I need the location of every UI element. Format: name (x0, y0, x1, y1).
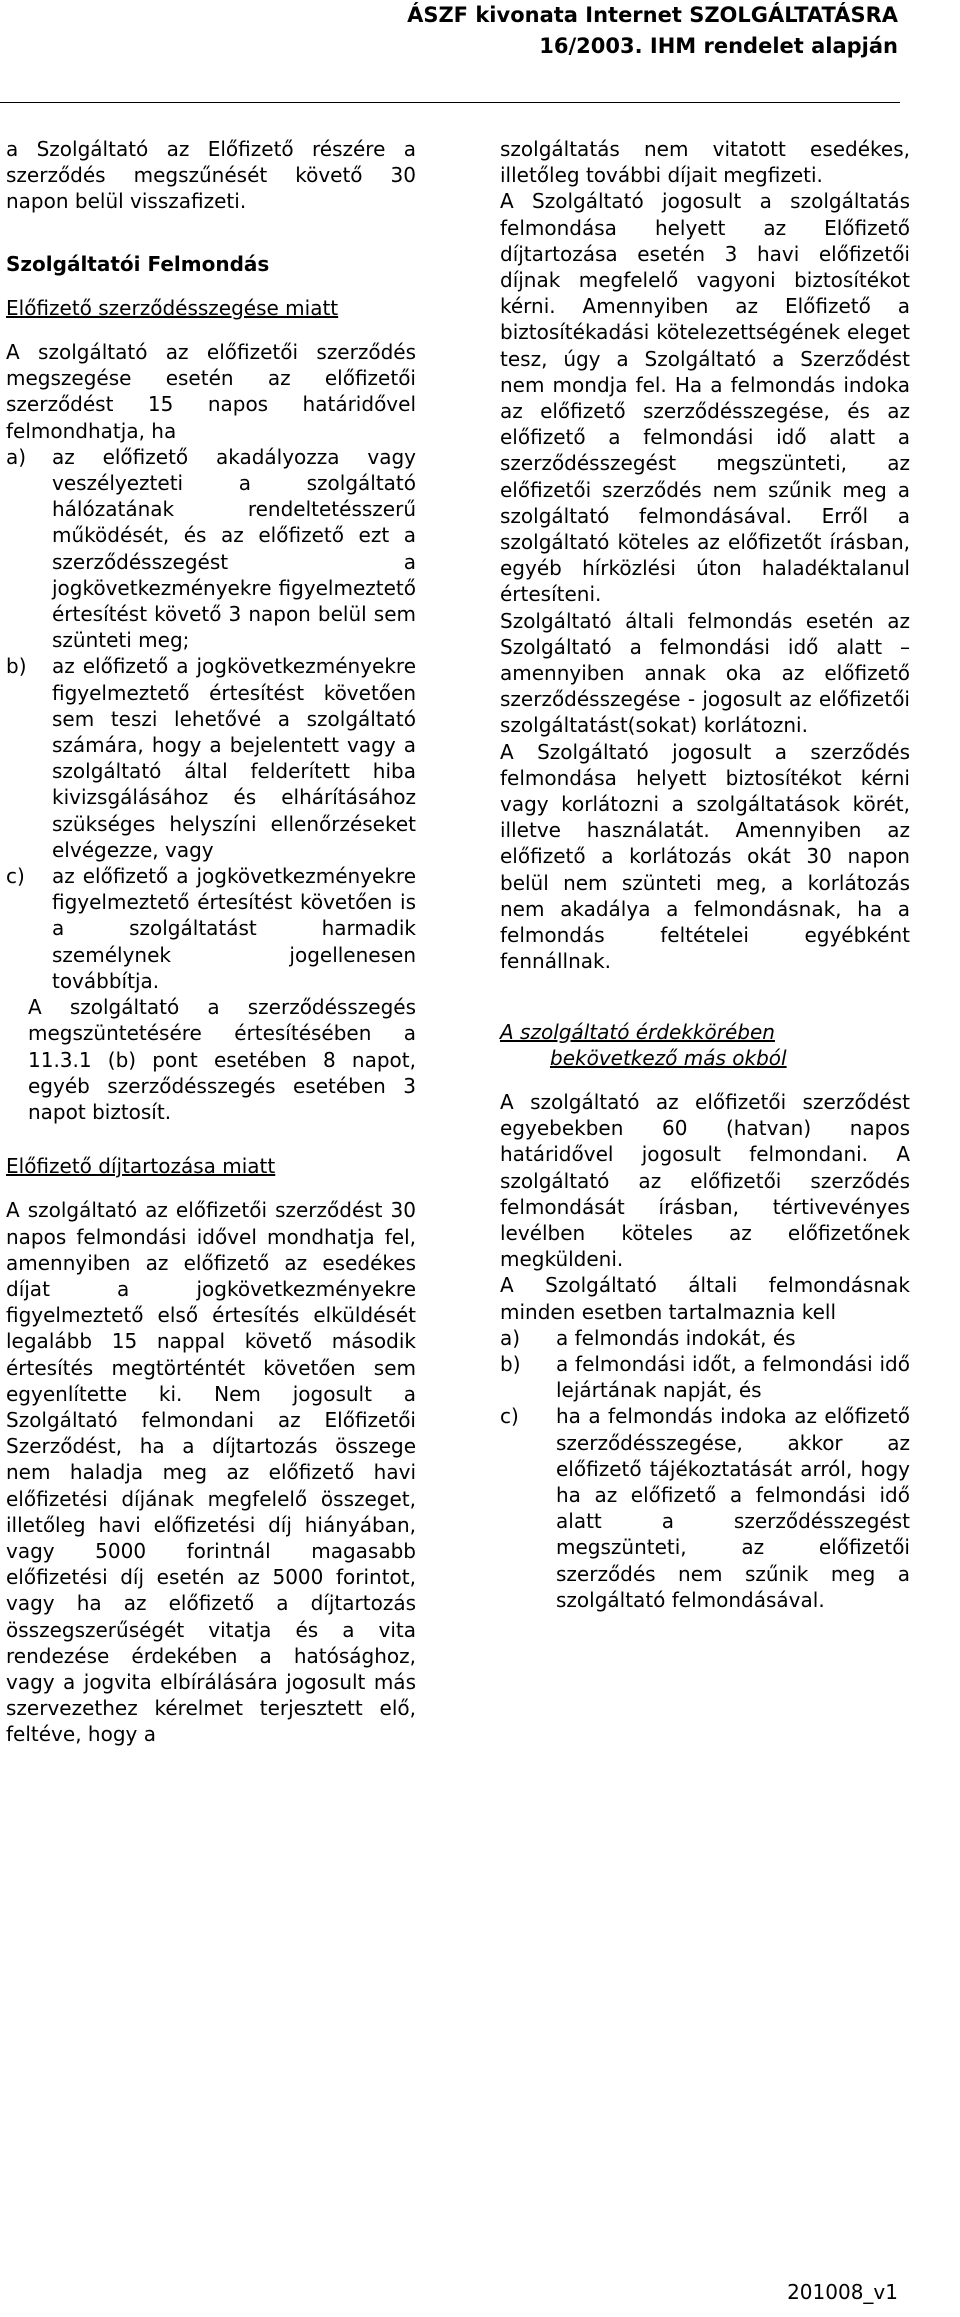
left-paragraph-intro: a Szolgáltató az Előfizető részére a szerződés megszűnését követő 30 napon belül visszafizeti. (6, 137, 416, 214)
list-item-label: c) (6, 864, 25, 889)
list-item-label: a) (500, 1325, 521, 1350)
left-paragraph-deadline: A szolgáltató a szerződésszegés megszüntetésére értesítésében a 11.3.1 (b) pont esetében 8 napot, egyéb szerződésszegés esetében 3 napot biztosít. (28, 995, 416, 1124)
right-paragraph-6: A Szolgáltató általi felmondásnak minden esetben tartalmaznia kell (500, 1273, 910, 1324)
subheading-other-reason: bekövetkező más okból (550, 1045, 787, 1070)
header-subtitle: 16/2003. IHM rendelet alapján (539, 34, 898, 58)
right-column (500, 136, 910, 1613)
header-divider (0, 102, 900, 103)
list-item-text: az előfizető a jogkövetkezményekre figyelmeztető értesítést követően is a szolgáltatást harmadik személynek jogellenesen továbbítja. (52, 864, 416, 993)
right-paragraph-1: szolgáltatás nem vitatott esedékes, illetőleg további díjait megfizeti. (500, 137, 910, 188)
list-item (6, 653, 416, 863)
list-item-label: b) (500, 1351, 521, 1376)
list-item (6, 444, 416, 654)
right-paragraph-4: A Szolgáltató jogosult a szerződés felmondása helyett biztosítékot kérni vagy korlátozni a szolgáltatások körét, illetve használatát. Amennyiben az előfizető a korlátozás okát 30 napon belül nem szünteti meg, a korlátozás nem akadálya a felmondásnak, ha a felmondás feltételei egyébként fennállnak. (500, 739, 910, 974)
left-column (6, 136, 416, 1748)
subheading-debt: Előfizető díjtartozása miatt (6, 1154, 276, 1179)
list-item-text: ha a felmondás indoka az előfizető szerződésszegése, akkor az előfizető tájékoztatását arról, hogy ha az előfizető a felmondási idő alatt a szerződésszegést megszünteti, az előfizetői szerződés nem szűnik meg a szolgáltató felmondásával. (556, 1404, 910, 1612)
subheading-provider-interest: A szolgáltató érdekkörében (500, 1019, 775, 1044)
list-item-label: b) (6, 654, 27, 679)
list-item-text: az előfizető a jogkövetkezményekre figyelmeztető értesítést követően sem teszi lehetővé a szolgáltató számára, hogy a bejelentett vagy a szolgáltató által felderített hiba kivizsgálásához és elhárításához szükséges helyszíni ellenőrzéseket elvégezze, vagy (52, 654, 416, 862)
page-header (407, 0, 898, 62)
list-item (500, 1403, 910, 1613)
right-paragraph-5: A szolgáltató az előfizetői szerződést egyebekben 60 (hatvan) napos határidővel jogosult felmondani. A szolgáltató az előfizetői szerződés felmondását írásban, tértivevényes levélben köteles az előfizetőnek megküldeni. (500, 1089, 910, 1272)
list-item-label: a) (6, 444, 27, 469)
list-item (6, 863, 416, 994)
subheading-breach: Előfizető szerződésszegése miatt (6, 295, 339, 320)
right-paragraph-2: A Szolgáltató jogosult a szolgáltatás felmondása helyett az Előfizető díjtartozása esetén 3 havi előfizetői díjnak megfelelő vagyoni biztosítékot kérni. Amennyiben az Előfizető a biztosítékadási kötelezettségének eleget tesz, úgy a Szolgáltató a Szerződést nem mondja fel. Ha a felmondás indoka az előfizető szerződésszegése, és az előfizető a felmondási idő alatt a szerződésszegést megszünteti, az előfizetői szerződés nem szűnik meg a szolgáltató felmondásával. Erről a szolgáltató köteles az előfizetőt írásban, egyéb hírközlési úton haladéktalanul értesíteni. (500, 189, 910, 607)
list-item-text: a felmondási időt, a felmondási idő lejártának napját, és (556, 1351, 910, 1403)
list-item (500, 1325, 910, 1351)
right-paragraph-3: Szolgáltató általi felmondás esetén az Szolgáltató a felmondási idő alatt – amennyiben annak oka az előfizető szerződésszegése - jogosult az előfizetői szolgáltatást(sokat) korlátozni. (500, 608, 910, 738)
left-paragraph-debt: A szolgáltató az előfizetői szerződést 30 napos felmondási idővel mondhatja fel, amennyiben az előfizető az esedékes díjat a jogkövetkezményekre figyelmeztető első értesítés elküldését legalább 15 nappal követő második értesítés megtörténtét követően sem egyenlítette ki. Nem jogosult a Szolgáltató felmondani az Előfizetői Szerződést, ha a díjtartozás összege nem haladja meg az előfizető havi előfizetési díjának megfelelő összeget, illetőleg havi előfizetési díj hiányában, vagy 5000 forintnál magasabb előfizetési díj esetén az 5000 forintot, vagy ha az előfizető a díjtartozás összegszerűségét vitatja és a vita rendezése érdekében a hatósághoz, vagy a jogvita elbírálására jogosult más szervezethez kérelmet terjesztett elő, feltéve, hogy a (6, 1198, 416, 1747)
section-heading: Szolgáltatói Felmondás (6, 251, 270, 276)
list-item-label: c) (500, 1404, 519, 1429)
left-paragraph-breach: A szolgáltató az előfizetői szerződés megszegése esetén az előfizetői szerződést 15 napos határidővel felmondhatja, ha (6, 340, 416, 443)
list-item-text: a felmondás indokát, és (556, 1325, 796, 1350)
header-title: ÁSZF kivonata Internet SZOLGÁLTATÁSRA (407, 3, 898, 27)
list-item-text: az előfizető akadályozza vagy veszélyezteti a szolgáltató hálózatának rendeltetésszerű működését, és az előfizető ezt a szerződésszegést a jogkövetkezményekre figyelmeztető értesítést követő 3 napon belül sem szünteti meg; (52, 444, 416, 653)
list-item (500, 1351, 910, 1403)
document-version: 201008_v1 (787, 2280, 898, 2304)
